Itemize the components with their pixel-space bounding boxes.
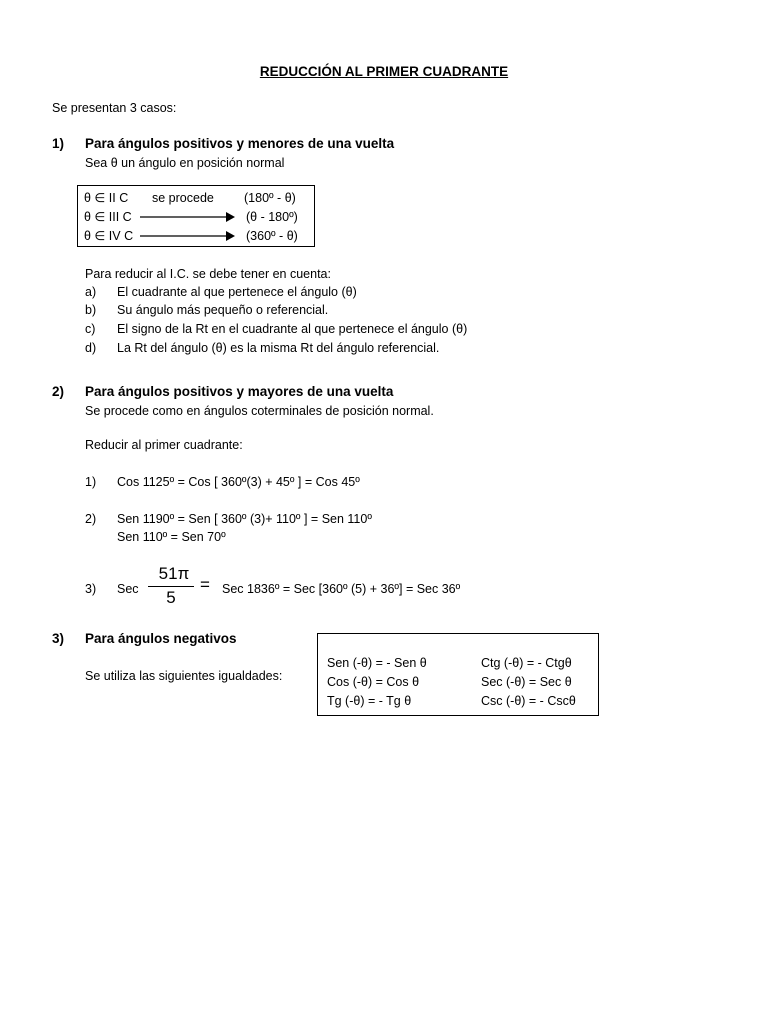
intro-text: Se presentan 3 casos: <box>52 101 177 115</box>
rule-ii-procede: se procede <box>152 191 214 205</box>
arrow-right-icon <box>140 211 236 223</box>
fraction <box>148 564 200 610</box>
list-item-label: c) <box>85 322 96 336</box>
example-number: 2) <box>85 512 97 526</box>
identity-csc: Csc (-θ) = - Cscθ <box>481 694 576 708</box>
rule-ii-result: (180º - θ) <box>244 191 296 205</box>
list-item-label: b) <box>85 303 97 317</box>
identity-cos: Cos (-θ) = Cos θ <box>327 675 420 689</box>
example-number: 1) <box>85 475 97 489</box>
case2-heading: Para ángulos positivos y mayores de una vuelta <box>85 384 394 399</box>
rule-iv-result: (360º - θ) <box>246 229 298 243</box>
rule-iv-quadrant: θ ∈ IV C <box>84 229 134 243</box>
example-3-rest: Sec 1836º = Sec [360º (5) + 36º] = Sec 36º <box>222 582 461 596</box>
example-2a: Sen 1190º = Sen [ 360º (3)+ 110º ] = Sen 110º <box>117 512 372 526</box>
fraction-numerator: 51π <box>158 564 190 583</box>
rule-iii-result: (θ - 180º) <box>246 210 298 224</box>
case1-heading: Para ángulos positivos y menores de una vuelta <box>85 136 395 151</box>
rule-iii-quadrant: θ ∈ III C <box>84 210 132 224</box>
example-2b: Sen 110º = Sen 70º <box>117 530 226 544</box>
example-number: 3) <box>85 582 97 596</box>
list-item: Su ángulo más pequeño o referencial. <box>117 303 329 317</box>
identities-box <box>317 633 599 716</box>
case1-subtitle: Sea θ un ángulo en posición normal <box>85 156 285 170</box>
case2-prompt: Reducir al primer cuadrante: <box>85 438 243 452</box>
fraction-bar <box>148 586 194 587</box>
list-item: La Rt del ángulo (θ) es la misma Rt del ángulo referencial. <box>117 341 440 355</box>
identity-sen: Sen (-θ) = - Sen θ <box>327 656 427 670</box>
example-1: Cos 1125º = Cos [ 360º(3) + 45º ] = Cos 45º <box>117 475 360 489</box>
arrow-right-icon <box>140 230 236 242</box>
case2-subtitle: Se procede como en ángulos coterminales de posición normal. <box>85 404 434 418</box>
case3-text: Se utiliza las siguientes igualdades: <box>85 669 283 683</box>
identity-tg: Tg (-θ) = - Tg θ <box>327 694 412 708</box>
list-item-label: a) <box>85 285 97 299</box>
equals-sign: = <box>200 575 210 594</box>
case1-number: 1) <box>52 136 65 151</box>
identity-ctg: Ctg (-θ) = - Ctgθ <box>481 656 572 670</box>
case2-number: 2) <box>52 384 65 399</box>
identity-sec: Sec (-θ) = Sec θ <box>481 675 572 689</box>
list-item: El cuadrante al que pertenece el ángulo (θ) <box>117 285 357 299</box>
case3-heading: Para ángulos negativos <box>85 631 237 646</box>
list-item: El signo de la Rt en el cuadrante al que pertenece el ángulo (θ) <box>117 322 468 336</box>
example-3-prefix: Sec <box>117 582 139 596</box>
fraction-denominator: 5 <box>166 588 176 607</box>
quadrant-rules-box <box>77 185 315 247</box>
rule-ii-quadrant: θ ∈ II C <box>84 191 129 205</box>
case3-number: 3) <box>52 631 65 646</box>
list-item-label: d) <box>85 341 97 355</box>
page-title: REDUCCIÓN AL PRIMER CUADRANTE <box>259 64 509 79</box>
case1-note: Para reducir al I.C. se debe tener en cuenta: <box>85 267 331 281</box>
